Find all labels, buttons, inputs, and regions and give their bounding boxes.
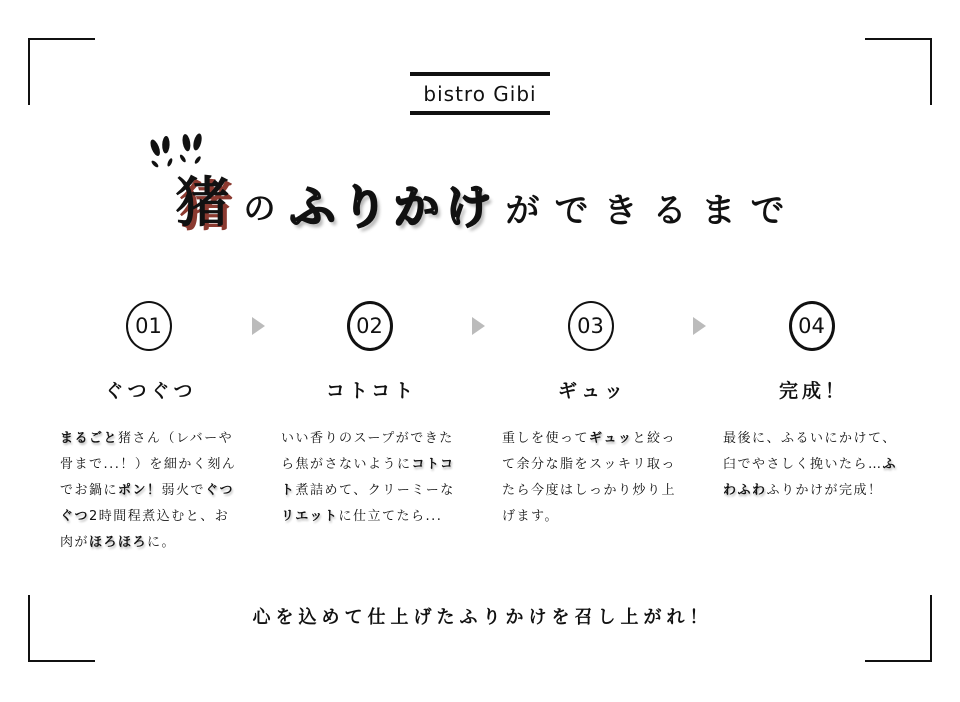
title-particle: の <box>243 188 276 227</box>
step-title: 完成！ <box>778 380 848 402</box>
title-boar-character: 猪 <box>175 171 230 234</box>
step-column-1 <box>38 301 259 556</box>
title-furikake-outlined: ふりかけ <box>289 180 498 234</box>
step-title: ぐつぐつ <box>104 380 197 402</box>
step-number-badge: 02 <box>347 301 393 351</box>
corner-bracket-top-right <box>865 38 932 105</box>
corner-bracket-top-left <box>28 38 95 105</box>
step-column-3 <box>480 301 701 556</box>
step-title: コトコト <box>325 380 418 402</box>
closing-message: 心を込めて仕上げたふりかけを召し上がれ！ <box>252 607 713 628</box>
step-column-4 <box>701 301 922 556</box>
step-title: ギュッ <box>557 380 627 402</box>
page-title <box>0 171 960 234</box>
process-steps <box>38 301 922 556</box>
step-number-badge: 03 <box>568 301 614 351</box>
step-description: いい香りのスープができたら焦がさないようにコトコト煮詰めて、クリーミーなリエットに仕立てたら... <box>281 431 455 524</box>
title-suffix: ができるまで <box>505 191 800 231</box>
step-arrow-icon <box>252 317 265 335</box>
step-description: 重しを使ってギュッと絞って余分な脂をスッキリ取ったら今度はしっかり炒り上げます。 <box>502 431 677 524</box>
step-column-2 <box>259 301 480 556</box>
step-arrow-icon <box>472 317 485 335</box>
step-number-badge: 01 <box>126 301 172 351</box>
step-arrow-icon <box>693 317 706 335</box>
brand-logo-text: bistro Gibi <box>423 82 537 106</box>
step-description: まるごと猪さん（レバーや骨まで...！）を細かく刻んでお鍋にポン！弱火でぐつぐつ2時間程煮込むと、お肉がほろほろに。 <box>60 431 237 550</box>
brand-logo <box>410 72 550 115</box>
step-number-badge: 04 <box>789 301 835 351</box>
step-description: 最後に、ふるいにかけて、臼でやさしく挽いたら…ふわふわふりかけが完成！ <box>723 431 898 498</box>
